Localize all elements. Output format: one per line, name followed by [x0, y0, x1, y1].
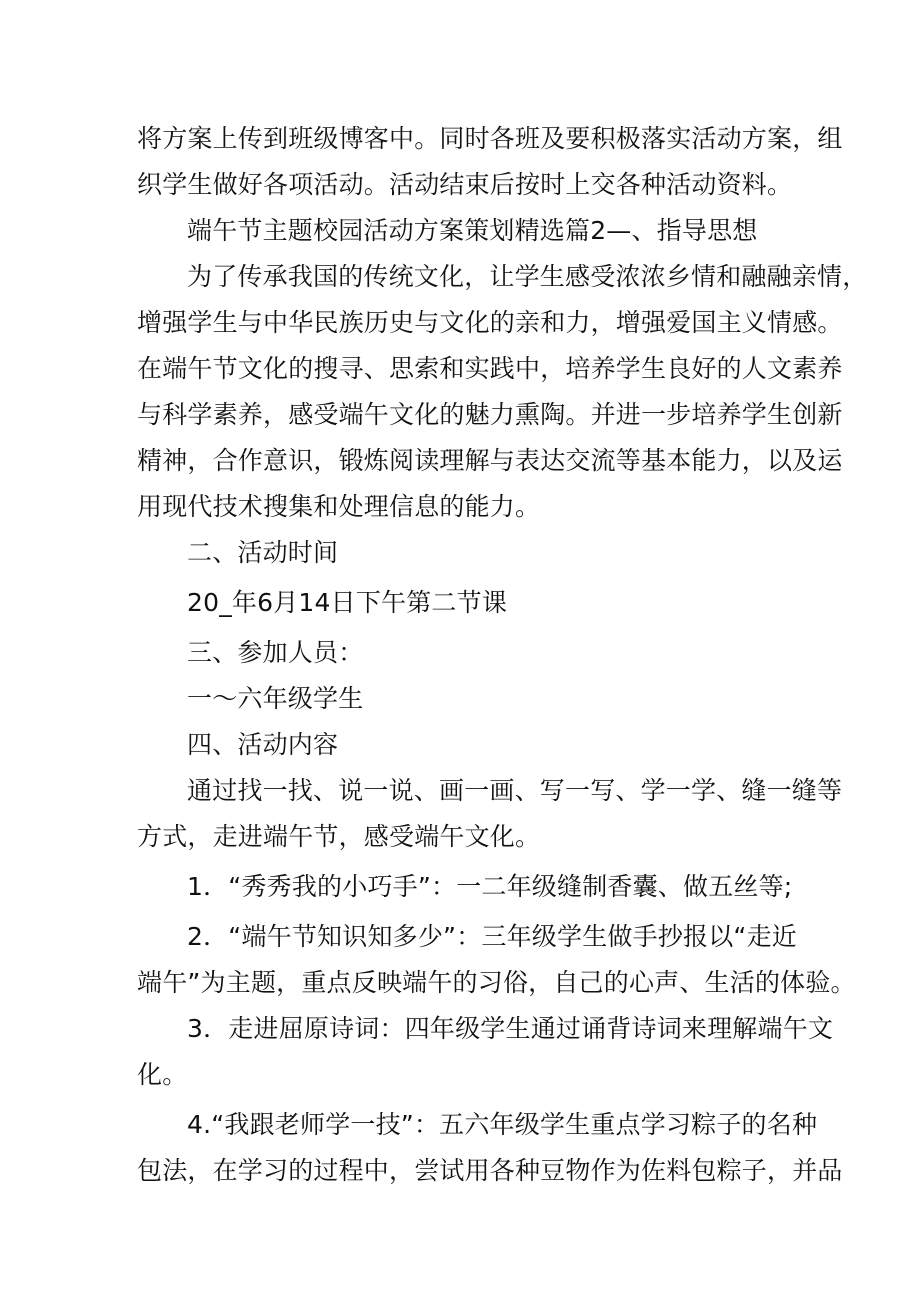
paragraph-line-8: 精神，合作意识，锻炼阅读理解与表达交流等基本能力，以及运 — [137, 446, 843, 475]
participants-value: 一〜六年级学生 — [187, 684, 364, 713]
paragraph-line-4: 为了传承我国的传统文化，让学生感受浓浓乡情和融融亲情， — [187, 262, 868, 291]
list-item-4-line-1: 4.“我跟老师学一技”：五六年级学生重点学习粽子的名种 — [187, 1110, 818, 1139]
list-item-3-line-1: 3．走进屈原诗词：四年级学生通过诵背诗词来理解端午文 — [187, 1014, 834, 1043]
heading-activity-content: 四、活动内容 — [187, 730, 339, 759]
paragraph-line-2: 织学生做好各项活动。活动结束后按时上交各种活动资料。 — [137, 170, 793, 199]
list-item-2-line-2: 端午”为主题，重点反映端午的习俗，自己的心声、生活的体验。 — [137, 968, 856, 997]
paragraph-line-9: 用现代技术搜集和处理信息的能力。 — [137, 492, 541, 521]
list-item-3-line-2: 化。 — [137, 1060, 188, 1089]
content-intro-line-2: 方式，走进端午节，感受端午文化。 — [137, 822, 541, 851]
paragraph-line-6: 在端午节文化的搜寻、思索和实践中，培养学生良好的人文素养 — [137, 354, 843, 383]
heading-participants: 三、参加人员： — [187, 638, 364, 667]
activity-time-value: 20_年6月14日下午第二节课 — [187, 588, 508, 617]
heading-activity-time: 二、活动时间 — [187, 538, 339, 567]
paragraph-line-5: 增强学生与中华民族历史与文化的亲和力，增强爱国主义情感。 — [137, 308, 843, 337]
content-intro-line-1: 通过找一找、说一说、画一画、写一写、学一学、缝一缝等 — [187, 776, 843, 805]
section-title-line: 端午节主题校园活动方案策划精选篇2—、指导思想 — [187, 216, 758, 245]
list-item-1: 1．“秀秀我的小巧手”：一二年级缝制香囊、做五丝等; — [187, 872, 793, 901]
list-item-4-line-2: 包法，在学习的过程中，尝试用各种豆物作为佐料包粽子，并品 — [137, 1156, 843, 1185]
list-item-2-line-1: 2．“端午节知识知多少”：三年级学生做手抄报以“走近 — [187, 922, 797, 951]
paragraph-line-1: 将方案上传到班级博客中。同时各班及要积极落实活动方案，组 — [137, 124, 843, 153]
paragraph-line-7: 与科学素养，感受端午文化的魅力熏陶。并进一步培养学生创新 — [137, 400, 843, 429]
